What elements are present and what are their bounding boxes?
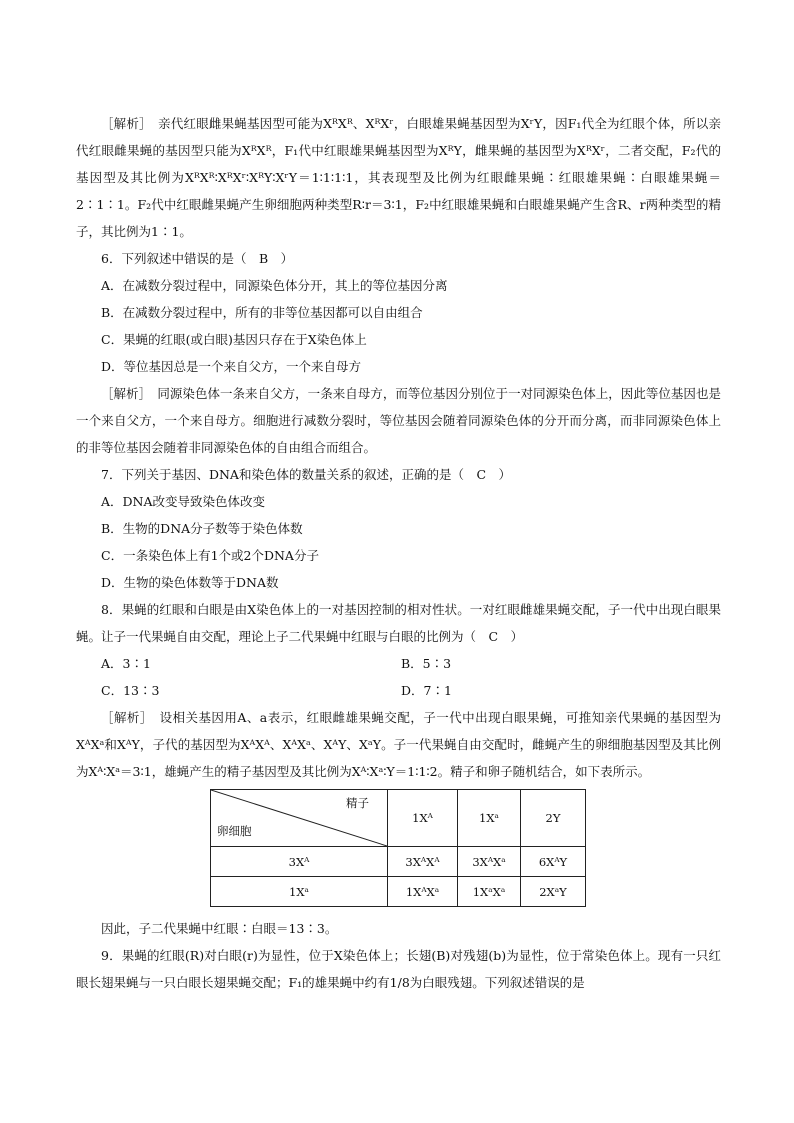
question-6: 6．下列叙述中错误的是（ B ）	[101, 251, 294, 266]
table-cell: 6XᴬY	[521, 847, 586, 877]
table-header-cell: 2Y	[521, 790, 586, 847]
table-header-row	[211, 790, 586, 847]
question-6-option-b: B．在减数分裂过程中，所有的非等位基因都可以自由组合	[101, 305, 423, 320]
question-6-option-c: C．果蝇的红眼(或白眼)基因只存在于X染色体上	[101, 332, 367, 347]
document-page	[76, 110, 721, 996]
table-row	[211, 847, 586, 877]
table-header-cell: 1Xᵃ	[458, 790, 521, 847]
table-corner-cell	[211, 790, 388, 847]
question-6-option-d: D．等位基因总是一个来自父方，一个来自母方	[101, 359, 362, 374]
question-8-option-a: A．3∶1	[101, 656, 151, 671]
corner-label-egg: 卵细胞	[217, 824, 252, 838]
conclusion: 因此，子二代果蝇中红眼∶白眼＝13∶3。	[101, 921, 338, 936]
question-8-option-d: D．7∶1	[401, 683, 452, 698]
question-7-option-a: A．DNA改变导致染色体改变	[101, 494, 266, 509]
question-8-options-row-2	[76, 677, 721, 704]
question-8-options-row-1	[76, 650, 721, 677]
table-cell: 2XᵃY	[521, 877, 586, 907]
question-8: 8．果蝇的红眼和白眼是由X染色体上的一对基因控制的相对性状。一对红眼雌雄果蝇交配，子一代中出现白眼果蝇。让子一代果蝇自由交配，理论上子二代果蝇中红眼与白眼的比例为（ C ）	[76, 602, 721, 644]
question-7-option-c: C．一条染色体上有1个或2个DNA分子	[101, 548, 319, 563]
punnett-table	[210, 789, 586, 907]
table-row-label: 1Xᵃ	[211, 877, 388, 907]
question-8-option-b: B．5∶3	[401, 656, 452, 671]
question-7-option-d: D．生物的染色体数等于DNA数	[101, 575, 279, 590]
corner-label-sperm: 精子	[346, 796, 369, 810]
table-header-cell: 1Xᴬ	[388, 790, 458, 847]
question-7: 7．下列关于基因、DNA和染色体的数量关系的叙述，正确的是（ C ）	[101, 467, 512, 482]
table-row	[211, 877, 586, 907]
table-cell: 3XᴬXᵃ	[458, 847, 521, 877]
question-7-option-b: B．生物的DNA分子数等于染色体数	[101, 521, 303, 536]
question-6-option-a: A．在减数分裂过程中，同源染色体分开，其上的等位基因分离	[101, 278, 448, 293]
question-8-option-c: C．13∶3	[101, 683, 160, 698]
analysis-paragraph-2: ［解析］ 同源染色体一条来自父方，一条来自母方，而等位基因分别位于一对同源染色体上，因此等位基因也是一个来自父方，一个来自母方。细胞进行减数分裂时，等位基因会随着同源染色体的分开而分离，而非同源染色体上的非等位基因会随着非同源染色体的自由组合而组合。	[76, 386, 721, 455]
analysis-paragraph-1: ［解析］ 亲代红眼雌果蝇基因型可能为XᴿXᴿ、XᴿXʳ，白眼雄果蝇基因型为XʳY，因F₁代全为红眼个体，所以亲代红眼雌果蝇的基因型只能为XᴿXᴿ，F₁代中红眼雄果蝇基因型为XᴿY，雌果蝇的基因型为XᴿXʳ，二者交配，F₂代的基因型及其比例为XᴿXᴿ∶XᴿXʳ∶XᴿY∶XʳY＝1∶1∶1∶1，其表现型及比例为红眼雌果蝇∶红眼雄果蝇∶白眼雄果蝇＝2∶1∶1。F₂代中红眼雌果蝇产生卵细胞两种类型R∶r＝3∶1，F₂中红眼雄果蝇和白眼雄果蝇产生含R、r两种类型的精子，其比例为1∶1。	[76, 116, 721, 239]
analysis-paragraph-3: ［解析］ 设相关基因用A、a表示，红眼雌雄果蝇交配，子一代中出现白眼果蝇，可推知亲代果蝇的基因型为XᴬXᵃ和XᴬY，子代的基因型为XᴬXᴬ、XᴬXᵃ、XᴬY、XᵃY。子一代果蝇自由交配时，雌蝇产生的卵细胞基因型及其比例为Xᴬ∶Xᵃ＝3∶1，雄蝇产生的精子基因型及其比例为Xᴬ∶Xᵃ∶Y＝1∶1∶2。精子和卵子随机结合，如下表所示。	[76, 710, 721, 779]
table-cell: 1XᵃXᵃ	[458, 877, 521, 907]
table-cell: 3XᴬXᴬ	[388, 847, 458, 877]
table-cell: 1XᴬXᵃ	[388, 877, 458, 907]
question-9: 9．果蝇的红眼(R)对白眼(r)为显性，位于X染色体上；长翅(B)对残翅(b)为显性，位于常染色体上。现有一只红眼长翅果蝇与一只白眼长翅果蝇交配；F₁的雄果蝇中约有1/8为白眼残翅。下列叙述错误的是	[76, 948, 721, 990]
table-row-label: 3Xᴬ	[211, 847, 388, 877]
